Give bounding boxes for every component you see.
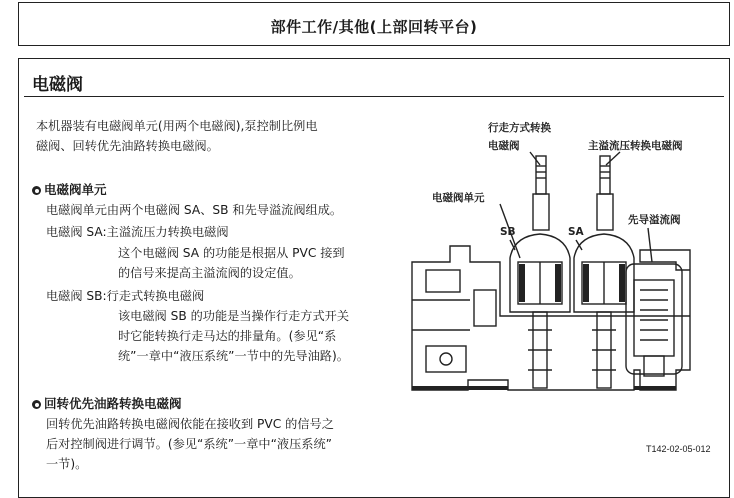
leader-pilot <box>648 228 652 262</box>
section-title: 电磁阀 <box>32 75 83 95</box>
sa-desc-line-1: 这个电磁阀 SA 的功能是根据从 PVC 接到 <box>118 246 345 260</box>
label-sb: SB <box>500 226 516 238</box>
unit-desc: 电磁阀单元由两个电磁阀 SA、SB 和先导溢流阀组成。 <box>46 203 343 217</box>
swing-desc-line-3: 一节)。 <box>46 457 88 471</box>
page-header-title: 部件工作/其他(上部回转平台) <box>270 18 478 36</box>
sb-stem <box>533 194 549 230</box>
sb-label: 电磁阀 SB:行走式转换电磁阀 <box>46 289 205 303</box>
intro-line-1: 本机器装有电磁阀单元(用两个电磁阀),泵控制比例电 <box>36 119 318 133</box>
sa-connector <box>600 156 610 194</box>
leader-unit <box>500 204 520 258</box>
sb-desc-line-3: 统”一章中“液压系统”一节中的先导油路)。 <box>118 349 349 363</box>
sa-label: 电磁阀 SA:主溢流压力转换电磁阀 <box>46 225 229 239</box>
label-sa: SA <box>568 226 584 238</box>
leader-main <box>606 152 620 165</box>
label-travel-line-2: 电磁阀 <box>488 140 520 152</box>
unit-heading-text: 电磁阀单元 <box>44 182 107 197</box>
sa-stem <box>597 194 613 230</box>
label-main-relief-solenoid: 主溢流压转换电磁阀 <box>588 140 683 152</box>
swing-desc-line-2: 后对控制阀进行调节。(参见“系统”一章中“液压系统” <box>46 437 332 451</box>
swing-heading-text: 回转优先油路转换电磁阀 <box>44 396 182 411</box>
label-solenoid-unit: 电磁阀单元 <box>432 192 485 204</box>
label-pilot-relief: 先导溢流阀 <box>628 214 681 226</box>
sa-desc-line-2: 的信号来提高主溢流阀的设定值。 <box>118 266 301 280</box>
sb-desc-line-2: 时它能转换行走马达的排量角。(参见“系 <box>118 329 337 343</box>
label-travel-line-1: 行走方式转换 <box>488 122 551 134</box>
figure-code: T142-02-05-012 <box>646 444 711 454</box>
leader-travel <box>530 152 540 165</box>
swing-desc-line-1: 回转优先油路转换电磁阀依能在接收到 PVC 的信号之 <box>46 417 334 431</box>
sb-desc-line-1: 该电磁阀 SB 的功能是当操作行走方式开关 <box>118 309 350 323</box>
intro-line-2: 磁阀、回转优先油路转换电磁阀。 <box>36 139 219 153</box>
valve-body <box>412 246 690 390</box>
